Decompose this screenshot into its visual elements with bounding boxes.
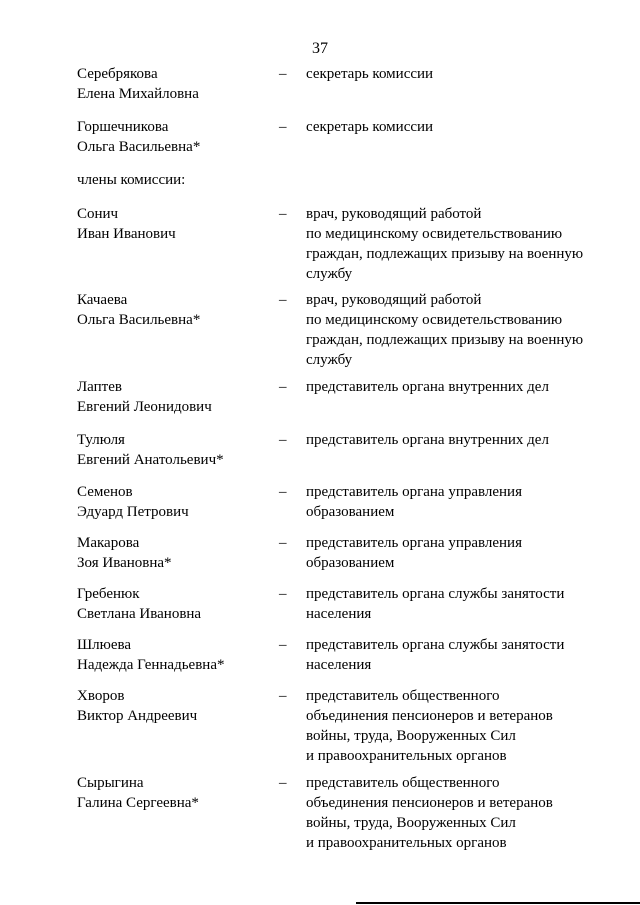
dash-separator: –	[279, 586, 287, 602]
dash-separator: –	[279, 119, 287, 135]
role-line: объединения пенсионеров и ветеранов	[306, 795, 553, 811]
member-given-name: Виктор Андреевич	[77, 708, 198, 724]
member-given-name: Эдуард Петрович	[77, 504, 189, 520]
dash-separator: –	[279, 292, 287, 308]
member-surname: Семенов	[77, 484, 133, 500]
member-surname: Гребенюк	[77, 586, 140, 602]
member-role	[306, 773, 596, 853]
role-line: населения	[306, 606, 372, 622]
role-line: войны, труда, Вооруженных Сил	[306, 815, 516, 831]
member-role	[306, 430, 596, 450]
member-surname: Горшечникова	[77, 119, 169, 135]
member-role	[306, 584, 596, 624]
member-given-name: Елена Михайловна	[77, 86, 199, 102]
dash-separator: –	[279, 637, 287, 653]
member-role	[306, 64, 596, 84]
role-line: представитель органа внутренних дел	[306, 379, 549, 395]
member-name	[77, 686, 277, 726]
page-number: 37	[312, 40, 328, 57]
section-label: члены комиссии:	[77, 172, 186, 188]
role-line: представитель общественного	[306, 775, 500, 791]
member-name	[77, 584, 277, 624]
member-given-name: Светлана Ивановна	[77, 606, 202, 622]
role-line: секретарь комиссии	[306, 66, 434, 82]
member-given-name: Евгений Леонидович	[77, 399, 212, 415]
member-role	[306, 377, 596, 397]
member-given-name: Надежда Геннадьевна*	[77, 657, 225, 673]
role-line: по медицинскому освидетельствованию	[306, 312, 563, 328]
role-line: врач, руководящий работой	[306, 292, 482, 308]
member-role	[306, 533, 596, 573]
member-given-name: Зоя Ивановна*	[77, 555, 172, 571]
role-line: представитель органа службы занятости	[306, 586, 565, 602]
role-line: и правоохранительных органов	[306, 748, 507, 764]
role-line: врач, руководящий работой	[306, 206, 482, 222]
role-line: представитель общественного	[306, 688, 500, 704]
dash-separator: –	[279, 432, 287, 448]
member-name	[77, 482, 277, 522]
role-line: граждан, подлежащих призыву на военную	[306, 332, 584, 348]
role-line: объединения пенсионеров и ветеранов	[306, 708, 553, 724]
member-given-name: Евгений Анатольевич*	[77, 452, 224, 468]
member-name	[77, 377, 277, 417]
member-name	[77, 204, 277, 244]
role-line: представитель органа управления	[306, 535, 522, 551]
role-line: граждан, подлежащих призыву на военную	[306, 246, 584, 262]
member-surname: Сырыгина	[77, 775, 144, 791]
dash-separator: –	[279, 688, 287, 704]
member-surname: Макарова	[77, 535, 140, 551]
member-surname: Сонич	[77, 206, 119, 222]
member-role	[306, 686, 596, 766]
role-line: по медицинскому освидетельствованию	[306, 226, 563, 242]
role-line: и правоохранительных органов	[306, 835, 507, 851]
role-line: службу	[306, 266, 353, 282]
role-line: представитель органа службы занятости	[306, 637, 565, 653]
member-surname: Шлюева	[77, 637, 132, 653]
role-line: образованием	[306, 555, 395, 571]
member-given-name: Галина Сергеевна*	[77, 795, 199, 811]
role-line: войны, труда, Вооруженных Сил	[306, 728, 516, 744]
member-surname: Качаева	[77, 292, 128, 308]
member-name	[77, 533, 277, 573]
member-name	[77, 773, 277, 813]
member-surname: Лаптев	[77, 379, 122, 395]
dash-separator: –	[279, 379, 287, 395]
dash-separator: –	[279, 206, 287, 222]
member-given-name: Ольга Васильевна*	[77, 312, 201, 328]
role-line: образованием	[306, 504, 395, 520]
dash-separator: –	[279, 535, 287, 551]
member-given-name: Иван Иванович	[77, 226, 176, 242]
role-line: населения	[306, 657, 372, 673]
bottom-rule	[356, 902, 640, 904]
role-line: секретарь комиссии	[306, 119, 434, 135]
member-surname: Хворов	[77, 688, 125, 704]
member-name	[77, 430, 277, 470]
member-role	[306, 204, 596, 284]
member-name	[77, 117, 277, 157]
dash-separator: –	[279, 66, 287, 82]
member-name	[77, 635, 277, 675]
member-role	[306, 635, 596, 675]
member-name	[77, 290, 277, 330]
role-line: службу	[306, 352, 353, 368]
member-role	[306, 290, 596, 370]
member-surname: Тулюля	[77, 432, 125, 448]
role-line: представитель органа управления	[306, 484, 522, 500]
role-line: представитель органа внутренних дел	[306, 432, 549, 448]
member-given-name: Ольга Васильевна*	[77, 139, 201, 155]
member-name	[77, 64, 277, 104]
dash-separator: –	[279, 775, 287, 791]
member-role	[306, 482, 596, 522]
dash-separator: –	[279, 484, 287, 500]
member-surname: Серебрякова	[77, 66, 158, 82]
member-role	[306, 117, 596, 137]
